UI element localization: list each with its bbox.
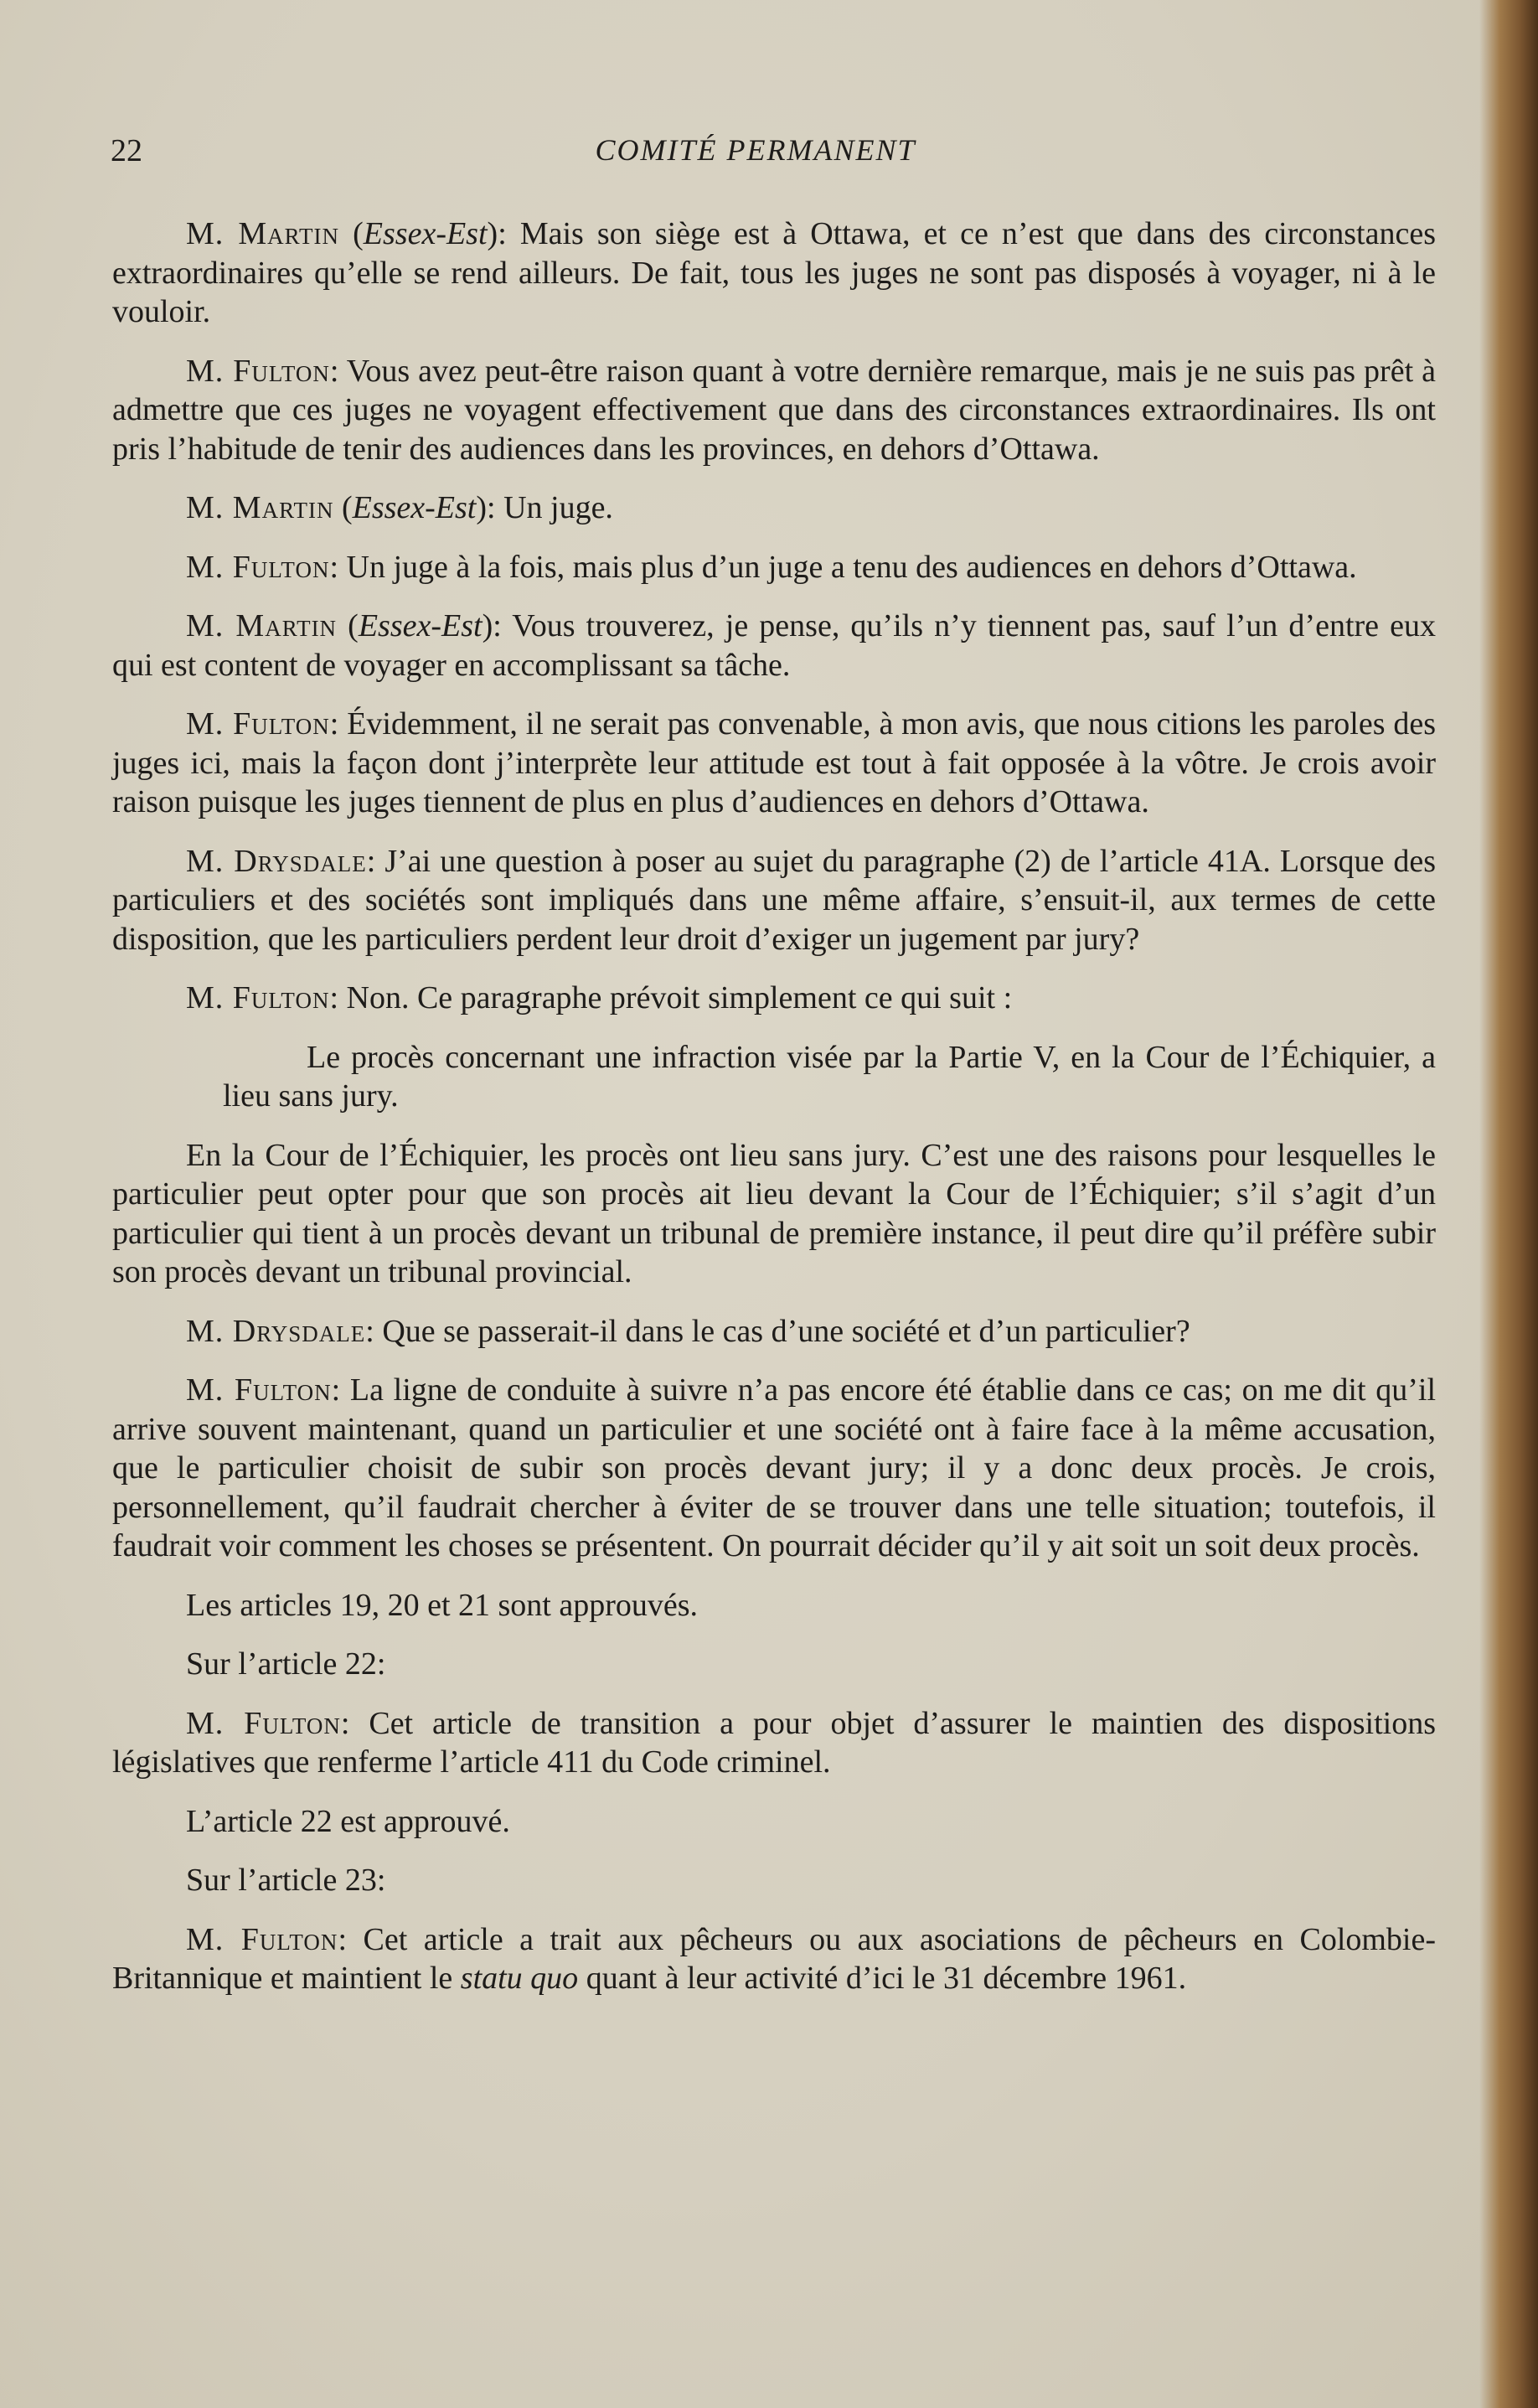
speaker-riding: Essex-Est (352, 490, 477, 525)
italic-phrase: statu quo (460, 1961, 579, 1996)
paragraph-text: Non. Ce paragraphe prévoit simplement ce qui suit : (346, 980, 1013, 1015)
paragraph-text: Sur l’article 22: (186, 1646, 386, 1682)
speaker-riding: Essex-Est (358, 608, 483, 643)
paragraph-text: La ligne de conduite à suivre n’a pas encore été établie dans ce cas; on me dit qu’il arrive souvent maintenant, quand un particulier et une société ont à faire face à la même accusation, que le particulier choisit de subir son procès devant jury; il y a donc deux procès. Je crois, personnellement, qu’il faudrait chercher à éviter de se trouver dans une telle situation; toutefois, il faudrait voir comment les choses se présentent. On pourrait décider qu’il y ait soit un soit deux procès. (112, 1372, 1437, 1563)
speaker-name: M. Drysdale (186, 843, 367, 879)
paragraph: M. Fulton: Vous avez peut-être raison quant à votre dernière remarque, mais je ne suis pas prêt à admettre que ces juges ne voyagent effectivement que dans des circonstances extraordinaires. Ils ont pris l’habitude de tenir des audiences dans les provinces, en dehors d’Ottawa. (112, 353, 1436, 467)
paragraph (112, 1861, 1436, 1900)
block-quote: Le procès concernant une infraction visée par la Partie V, en la Cour de l’Échiquier, a lieu sans jury. (223, 1039, 1436, 1114)
paragraph-text: quant à leur activité d’ici le 31 décembre 1961. (586, 1961, 1187, 1996)
speaker-name: M. Drysdale (186, 1313, 366, 1349)
page-header (111, 132, 1434, 183)
paragraph (112, 1586, 1436, 1625)
speaker-name: M. Fulton (186, 1921, 338, 1957)
page-number: 22 (111, 133, 142, 168)
paragraph: M. Drysdale: Que se passerait-il dans le cas d’une société et d’un particulier? (186, 1313, 1190, 1349)
paragraph: M. Martin (Essex-Est): Un juge. (186, 490, 613, 525)
speaker-name: M. Fulton (186, 706, 330, 742)
paragraph: M. Martin (Essex-Est): Mais son siège est à Ottawa, et ce n’est que dans des circonstances extraordinaires qu’elle se rend ailleurs. De fait, tous les juges ne sont pas disposés à voyager, ni à le vouloir. (112, 216, 1436, 329)
paragraph: M. Fulton: Un juge à la fois, mais plus d’un juge a tenu des audiences en dehors d’Ottawa. (186, 549, 1357, 585)
paragraph: M. Fulton: Non. Ce paragraphe prévoit simplement ce qui suit : (186, 980, 1013, 1015)
paragraph (112, 1136, 1436, 1292)
paragraph: M. Fulton: Cet article a trait aux pêcheurs ou aux asociations de pêcheurs en Colombie-Britannique et maintient le statu quo quant à leur activité d’ici le 31 décembre 1961. (112, 1921, 1437, 1996)
paragraph: M. Fulton: Évidemment, il ne serait pas convenable, à mon avis, que nous citions les paroles des juges ici, mais la façon dont j’interprète leur attitude est tout à fait opposée à la vôtre. Je crois avoir raison puisque les juges tiennent de plus en plus d’audiences en dehors d’Ottawa. (112, 706, 1437, 819)
paragraph-text: Les articles 19, 20 et 21 sont approuvés. (186, 1587, 699, 1623)
paragraph-text: Vous trouverez, je pense, qu’ils n’y tiennent pas, sauf l’un d’entre eux qui est content de voyager en accomplissant sa tâche. (112, 608, 1436, 683)
paragraph-text: Que se passerait-il dans le cas d’une société et d’un particulier? (382, 1313, 1190, 1349)
speaker-name: M. Martin (186, 490, 334, 525)
paragraph: M. Drysdale: J’ai une question à poser au sujet du paragraphe (2) de l’article 41A. Lorsque des particuliers et des sociétés sont impliqués dans une même affaire, s’ensuit-il, aux termes de cette disposition, que les particuliers perdent leur droit d’exiger un jugement par jury? (112, 843, 1437, 957)
speaker-name: M. Martin (186, 216, 340, 251)
paragraph-text: Sur l’article 23: (186, 1863, 386, 1898)
paragraph (112, 1645, 1436, 1684)
speaker-name: M. Fulton (186, 353, 330, 389)
paragraph: M. Fulton: La ligne de conduite à suivre n’a pas encore été établie dans ce cas; on me dit qu’il arrive souvent maintenant, quand un particulier et une société ont à faire face à la même accusation, que le particulier choisit de subir son procès devant jury; il y a donc deux procès. Je crois, personnellement, qu’il faudrait chercher à éviter de se trouver dans une telle situation; toutefois, il faudrait voir comment les choses se présentent. On pourrait décider qu’il y ait soit un soit deux procès. (112, 1372, 1437, 1563)
paragraph-text: Mais son siège est à Ottawa, et ce n’est que dans des circonstances extraordinaires qu’elle se rend ailleurs. De fait, tous les juges ne sont pas disposés à voyager, ni à le vouloir. (112, 216, 1436, 329)
speaker-name: M. Fulton (186, 1372, 332, 1408)
paragraph-text: Évidemment, il ne serait pas convenable, à mon avis, que nous citions les paroles des juges ici, mais la façon dont j’interprète leur attitude est tout à fait opposée à la vôtre. Je crois avoir raison puisque les juges tiennent de plus en plus d’audiences en dehors d’Ottawa. (112, 706, 1437, 819)
speaker-name: M. Fulton (186, 549, 330, 585)
paragraph-text: L’article 22 est approuvé. (186, 1803, 510, 1839)
paragraph-text: Cet article de transition a pour objet d’assurer le maintien des dispositions législatives que renferme l’article 411 du Code criminel. (112, 1705, 1436, 1780)
paragraph-text: J’ai une question à poser au sujet du paragraphe (2) de l’article 41A. Lorsque des particuliers et des sociétés sont impliqués dans une même affaire, s’ensuit-il, aux termes de cette disposition, que les particuliers perdent leur droit d’exiger un jugement par jury? (112, 843, 1437, 957)
speaker-riding: Essex-Est (363, 216, 488, 251)
paragraph (112, 1802, 1436, 1842)
paragraph: M. Fulton: Cet article de transition a pour objet d’assurer le maintien des dispositions législatives que renferme l’article 411 du Code criminel. (112, 1705, 1436, 1780)
book-spine-shadow (1479, 0, 1538, 2408)
paragraph: M. Martin (Essex-Est): Vous trouverez, je pense, qu’ils n’y tiennent pas, sauf l’un d’entre eux qui est content de voyager en accomplissant sa tâche. (112, 608, 1436, 683)
paragraph-text: Cet article a trait aux pêcheurs ou aux asociations de pêcheurs en Colombie-Britannique et maintient le (112, 1921, 1437, 1996)
paragraph-text: Un juge à la fois, mais plus d’un juge a tenu des audiences en dehors d’Ottawa. (346, 549, 1357, 585)
page-body (112, 214, 1436, 2018)
paragraph-text: Vous avez peut-être raison quant à votre dernière remarque, mais je ne suis pas prêt à admettre que ces juges ne voyagent effectivement que dans des circonstances extraordinaires. Ils ont pris l’habitude de tenir des audiences dans les provinces, en dehors d’Ottawa. (112, 353, 1436, 467)
speaker-name: M. Fulton (186, 980, 330, 1015)
running-title: COMITÉ PERMANENT (595, 133, 916, 167)
speaker-name: M. Martin (186, 608, 338, 643)
speaker-name: M. Fulton (186, 1705, 341, 1741)
paragraph-text: En la Cour de l’Échiquier, les procès ont lieu sans jury. C’est une des raisons pour lesquelles le particulier peut opter pour que son procès ait lieu devant la Cour de l’Échiquier; s’il s’agit d’un particulier qui tient à un procès devant un tribunal de première instance, il peut dire qu’il préfère subir son procès devant un tribunal provincial. (112, 1137, 1436, 1289)
paragraph-text: Un juge. (503, 490, 613, 525)
